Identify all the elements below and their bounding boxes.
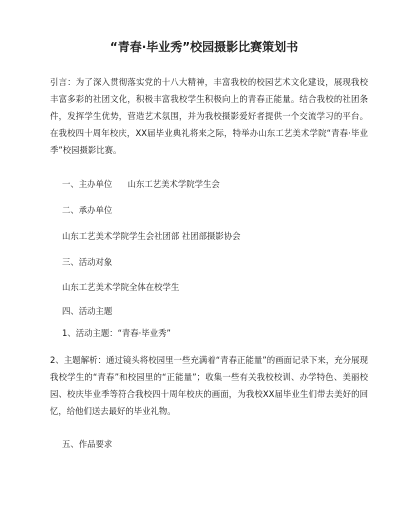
- section-organizer: [62, 178, 362, 190]
- section-content: 山东工艺美术学院学生会: [127, 179, 220, 189]
- section-heading: 二、承办单位: [62, 205, 113, 215]
- intro-paragraph: 引言：为了深入贯彻落实党的十八大精神，丰富我校的校园艺术文化建设，展现我校丰富多彩的社团文化，积极丰富我校学生积极向上的青春正能量。结合我校的社团条件，发挥学生优势，营造艺术氛围，并为我校摄影爱好者提供一个交流学习的平台。在我校四十周年校庆，XX届毕业典礼将来之际，特举办山东工艺美术学院“青春·毕业季”校园摄影比赛。: [50, 77, 368, 155]
- section-content: 山东工艺美术学院全体在校学生: [62, 282, 180, 292]
- section-heading: 四、活动主题: [62, 306, 113, 316]
- document-title: “青春·毕业秀”校园摄影比赛策划书: [109, 40, 299, 54]
- section-heading: 五、作品要求: [62, 439, 113, 449]
- section-heading: 三、活动对象: [62, 257, 113, 267]
- theme-analysis-paragraph: 2、主题解析：通过镜头将校园里一些充满着“青春正能量”的画面记录下来，充分展现我校学生的“青春”和校园里的“正能量”；收集一些有关我校校训、办学特色、美丽校园、校庆毕业季等符合我校四十周年校庆的画面，为我校XX届毕业生们带去美好的回忆，给他们送去最好的毕业礼物。: [50, 355, 368, 416]
- section-content: 山东工艺美术学院学生会社团部 社团部摄影协会: [62, 231, 241, 241]
- section-heading: 1、活动主题：“青春·毕业秀”: [62, 328, 171, 338]
- section-heading: 一、主办单位: [62, 179, 113, 189]
